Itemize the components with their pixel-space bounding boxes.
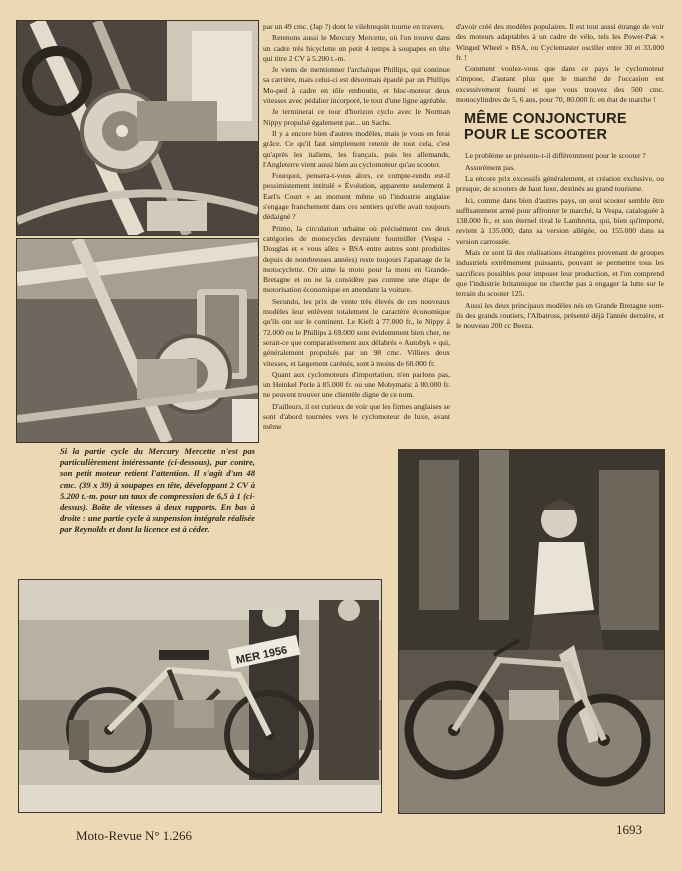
photo-engine-middle xyxy=(16,238,259,443)
col2-paragraph: Quant aux cyclomoteurs d'importation, n'en parlons pas, un Heinkel Perle à 85.000 fr. ou une Mobymatic à 80.000 fr. ne peuvent trouver une clientèle digne de ce nom. xyxy=(263,369,450,400)
col2-paragraph: par un 49 cmc. (Jap ?) dont le vilebrequin tourne en travers. xyxy=(263,22,445,31)
col3-paragraph: La encore prix excessifs généralement, et création exclusive, ou presque, de scooters de haut luxe, destinés au grand tourisme. xyxy=(456,173,664,194)
article-column-3 xyxy=(456,22,664,332)
col3-paragraph: Aussi les deux principaux modèles nés en Grande Bretagne sont-ils des grands routiers, l'Albatross, présenté déjà l'année dernière, et le nouveau 200 cc Beeza. xyxy=(456,300,664,331)
photo-motorcycle-show xyxy=(18,579,382,813)
col3-paragraph: Le problème se présente-t-il différemment pour le scooter ? xyxy=(465,151,646,161)
col3-paragraph: d'avoir créé des modèles populaires. Il est tout aussi étrange de voir des moteurs adaptables à un cadre de vélo, tels les Power-Pak « Winged Wheel » BSA, ou Cyclemaster osciller entre 30 et 33.000 fr. ! xyxy=(456,22,664,62)
photo-caption: Si la partie cycle du Mercury Mercette n'est pas particulièrement intéressante (ci-dessous), par contre, son petit moteur retient l'attention. Il s'agit d'un 48 cmc. (39 x 39) à soupapes en tête, développant 2 CV à 5.200 t.-m. pour un taux de compression de 6,5 à 1 (ci-dessus). Boîte de vitesses à deux rapports. En bas à droite : une partie cycle à suspension intégrale réalisée par Reynolds et dont la licence est à céder. xyxy=(60,446,255,535)
article-column-2 xyxy=(263,22,450,434)
section-heading xyxy=(464,111,664,143)
section-heading-line1: MÊME CONJONCTURE xyxy=(464,111,627,128)
engine-top-image xyxy=(17,21,258,235)
col2-paragraph: Je viens de mentionner l'archaïque Phillips, qui continue sa carrière, mais celui-ci est désormais épaulé par un Phillips Mo-ped à cadre en tôle emboutie, et bloc-moteur deux vitesses avec pédalier incorporé, le tout d'une ligne agréable. xyxy=(263,65,450,106)
col2-paragraph: Il y a encore bien d'autres modèles, mais je vous en ferai grâce. Ce qu'il faut simplement retenir de tout cela, c'est qu'après les italiens, les français, puis les allemands, l'Angleterre vient aussi bien au cyclomoteur qu'au scooter. xyxy=(263,128,450,169)
col3-paragraph: Comment voulez-vous que dans ce pays le cyclomoteur s'impose, d'autant plus que le marché de l'occasion est excessivement fourni et que vous trouvez des 500 cmc. monocylindres de 5, 6 ans, pour 70, 80.000 fr. en état de marche ! xyxy=(456,64,664,105)
col3-paragraph: Mais ce sont là des réalisations étrangères provenant de groupes industriels extrêmement puissants, pouvant se permettre tous les sacrifices possibles pour imposer leur production, et l'on comprend que l'industrie britannique ne cherche pas à engager la lutte sur le terrain du scooter 125. xyxy=(456,248,664,299)
show-banner-text: MER 1956 xyxy=(235,644,289,667)
col2-paragraph: Je terminerai ce tour d'horizon cyclo avec le Norman Nippy propulsé également par... un Sachs. xyxy=(263,107,450,127)
col2-paragraph: D'ailleurs, il est curieux de voir que les firmes anglaises se sont d'abord tournées vers le cyclomoteur de luxe, avant même xyxy=(263,401,450,432)
col2-paragraph: Secundo, les prix de vente très élevés de ces nouveaux modèles leur enlèvent totalement le caractère économique qu'ils ont sur le continent. Le Kieft à 77.000 fr., le Nippy à 72.000 ou le Phillips à 69.000 sont évidemment bien cher, ne serait-ce que comparativement aux délabrés « Autobyk » qui, généralement propulsés par un 98 cmc. Villiers deux vitesses, et largement carénés, sont à moins de 60.000 fr. xyxy=(263,296,450,368)
motorcycle-show-image xyxy=(19,580,381,812)
photo-engine-top xyxy=(16,20,259,236)
col2-paragraph: Retenons aussi le Mercury Mercette, où l'on trouve dans un cadre très bicyclette un petit 4 temps à soupapes en tête qui titre 2 CV à 5.200 t.-m. xyxy=(263,33,450,63)
section-heading-line2: POUR LE SCOOTER xyxy=(464,127,608,144)
col3-paragraph: Assurément pas. xyxy=(465,162,516,172)
woman-moped-image xyxy=(399,450,664,813)
photo-woman-moped xyxy=(398,449,665,814)
col2-paragraph: Fourquoi, pensera-t-vous alors, ce compte-rendu est-il pessimistement intitulé « Évolution, apparente seulement à Earl's Court » au moment même où l'industrie anglaise s'engage franchement dans ces sentiers qu'elle avait toujours dédaigné ? xyxy=(263,171,450,222)
footer-magazine-issue: Moto-Revue N° 1.266 xyxy=(76,828,193,843)
engine-middle-image xyxy=(17,239,258,442)
col3-paragraph: Ici, comme dans bien d'autres pays, un seul scooter semble être suffisamment armé pour affronter le marché, la Vespa, cataloguée à 138.000 fr., et son éternel rival le Lambretta, qui, bien qu'importé, revient à 135.000, dans sa version allégée, ou 155.000 dans sa version carrossée. xyxy=(456,195,664,246)
col2-paragraph: Primo, la circulation urbaine où précisément ces deux catégories de motocycles devraient fourmiller (Vespa - Douglas et « vous allez » BSA entre autres sont produites depuis de nombreuses années) reste toujours l'apanage de la motocyclette. On aime la moto pour la moto en Grande-Bretagne et on ne la considère pas comme une étape de motorisation économique en attendant la voiture. xyxy=(263,223,450,295)
footer-page-number: 1693 xyxy=(616,822,642,837)
